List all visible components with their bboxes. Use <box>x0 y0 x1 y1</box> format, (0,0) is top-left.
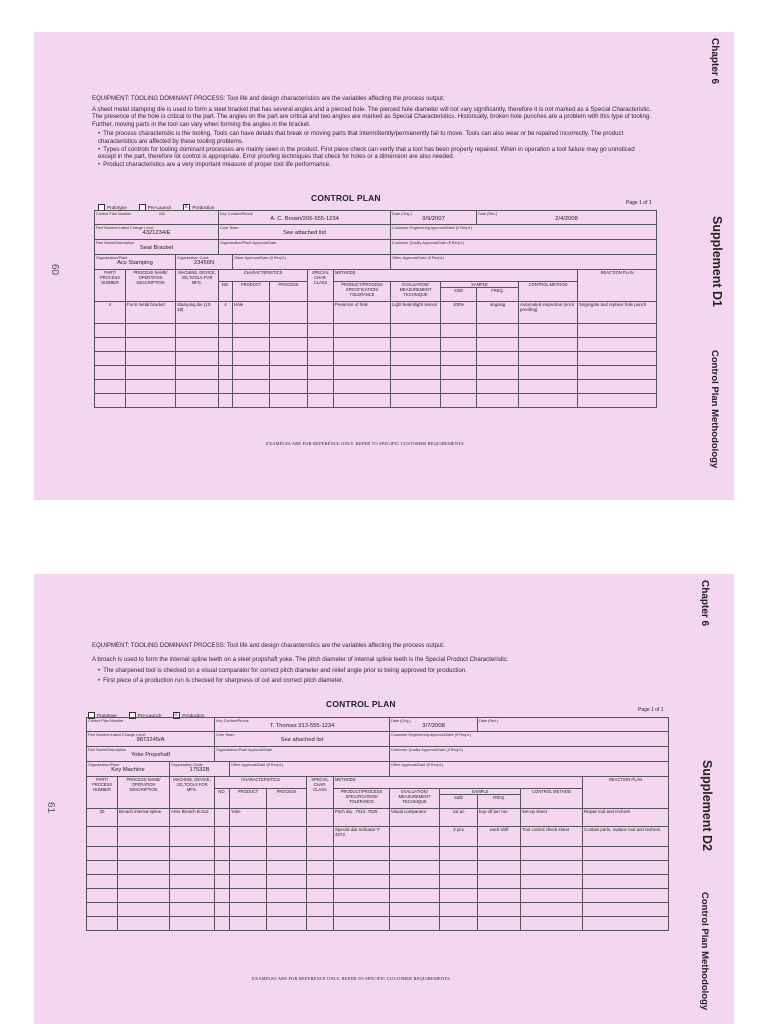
core-team: See attached list <box>280 737 324 744</box>
supplement-label: Supplement D1 <box>710 216 724 307</box>
col-methods: METHODS <box>334 270 578 282</box>
col-special-char: SPECIAL CHAR. CLASS <box>307 777 334 809</box>
col-process-name: PROCESS NAME/ OPERATION DESCRIPTION <box>126 270 176 302</box>
key-contact: A. C. Brown/206-555-1234 <box>270 216 339 223</box>
control-plan-number: 004 <box>158 212 166 216</box>
col-process: PROCESS <box>270 282 308 302</box>
header-row-1: Control Plan Number Key Contact/Phone T. Thomas 313-555-1234 Date (Orig.) 3/7/2008 Date (Rev.) <box>87 718 669 732</box>
col-special-char: SPECIAL CHAR. CLASS <box>308 270 334 302</box>
col-no: NO. <box>215 789 230 809</box>
org-plant: Key Machine <box>111 767 145 774</box>
page-number: 61 <box>45 802 56 814</box>
intro-paragraph: A sheet metal stamping die is used to form a steel bracket that has several angles and a pierced hole. The pierced hole diameter will not vary significantly, therefore it is not marked as a Special Characteristic. The presence of the hole is critical to the part. The angles on the part are critical and two angles are marked as Special Characteristics. Historically, broken hole punches are a problem with this type of tooling. Further, moving parts in the tool can vary when forming the angles in the bracket. <box>92 105 651 128</box>
part-number: 4321234/E <box>142 230 171 237</box>
chapter-label: Chapter 6 <box>709 38 720 85</box>
col-size: SIZE <box>441 288 477 302</box>
col-freq: FREQ. <box>478 795 521 809</box>
col-reaction-plan: REACTION PLAN <box>578 270 657 302</box>
table-row: 30 Broach internal spline Arter Broach B-312 Yoke Pitch dia. .7510 .7525 Visual comparator 1st pc buy-off per run Set-up sheet Repair tool and recheck <box>87 809 669 827</box>
col-methods: METHODS <box>334 777 583 789</box>
col-part-number: PART/ PROCESS NUMBER <box>95 270 126 302</box>
bullet-item: • The sharpened tool is checked on a visual comparator for correct pitch diameter and relief angle prior to being approved for production. <box>98 667 652 675</box>
control-plan-title: CONTROL PLAN <box>311 193 381 203</box>
header-row-1: Control Plan Number 004 Key Contact/Phone A. C. Brown/206-555-1234 Date (Orig.) 9/9/2007 Date (Rev.) 2/4/2008 <box>95 211 657 225</box>
date-orig: 9/9/2007 <box>422 216 445 223</box>
bullet-item: • The process characteristic is the tooling. Tools can have details that break or moving parts that intermittently/permanently fail to move. Tools can also wear or be repaired incorrectly. The product characteristics are affected by these tooling problems. <box>98 130 652 145</box>
bullet-list <box>92 130 652 168</box>
empty-row <box>95 366 657 380</box>
empty-row <box>87 903 669 917</box>
cust-eng-approval: Customer Engineering Approval/Date (If Req'd.) <box>391 733 472 737</box>
empty-row <box>87 889 669 903</box>
footnote: EXAMPLES ARE FOR REFERENCE ONLY. REFER TO SPECIFIC CUSTOMER REQUIREMENTS. <box>266 441 466 446</box>
header-row-4: Organization/Plant Key Machine Organization Code 17532B Other Approval/Date (If Req'd.) Other Approval/Date (If Req'd.) <box>87 762 669 777</box>
column-header-row-1 <box>87 777 669 789</box>
page-of: Page 1 of 1 <box>626 200 652 206</box>
cust-quality-approval: Customer Quality Approval/Date (If Req'd.) <box>392 241 464 245</box>
header-row-4: Organization/Plant Acs Stamping Organization Code 23456N Other Approval/Date (If Req'd.) Other Approval/Date (If Req'd.) <box>95 255 657 270</box>
production-checkbox[interactable]: X <box>173 712 180 719</box>
empty-row <box>87 847 669 861</box>
empty-row <box>95 338 657 352</box>
col-eval: EVALUATION/ MEASUREMENT TECHNIQUE <box>390 789 440 809</box>
col-spec: PRODUCT/PROCESS SPECIFICATION/ TOLERANCE <box>334 282 391 302</box>
col-machine: MACHINE, DEVICE, JIG,TOOLS FOR MFG. <box>170 777 215 809</box>
part-name: Seat Bracket <box>139 245 174 252</box>
col-process: PROCESS <box>267 789 307 809</box>
header-row-2: Part Number/Latest Change Level 4321234/E Core Team See attached list Customer Engineering Approval/Date (If Req'd.) <box>95 225 657 240</box>
table-row: 4 Form metal bracket Stamping die (13-19) 4 Hole Presence of hole Light beam/light sensor 100% ongoing Automated inspection (error proofing) Segregate and replace hole punch <box>95 302 657 324</box>
org-plant-approval: Organization/Plant Approval/Date <box>220 241 277 245</box>
empty-row <box>87 875 669 889</box>
empty-row <box>95 324 657 338</box>
bullet-item: • First piece of a production run is checked for sharpness of out and correct pitch diameter. <box>98 677 652 685</box>
part-name: Yoke Propshaft <box>130 752 171 759</box>
org-code: 23456N <box>193 260 215 267</box>
prelaunch-option[interactable]: Pre-Launch <box>139 204 172 211</box>
equipment-line: EQUIPMENT: TOOLING DOMINANT PROCESS: Tool life and design characteristics are the variables affecting the process output. <box>92 642 445 649</box>
col-reaction-plan: REACTION PLAN <box>583 777 669 809</box>
empty-row <box>95 394 657 408</box>
empty-row <box>87 861 669 875</box>
scanned-page-61 <box>34 574 734 1024</box>
intro-paragraph: A broach is used to form the internal spline teeth on a steel propshaft yoke. The pitch diameter of internal spline teeth is the Special Product Characteristic. <box>92 655 509 663</box>
other-approval: Other Approval/Date (If Req'd.) <box>231 763 284 767</box>
table-row: Special dial Indicator T-4273 2 pcs each shift Tool control check sheet Contain parts, replace tool and recheck <box>87 827 669 847</box>
col-product: PRODUCT <box>230 789 267 809</box>
col-eval: EVALUATION/ MEASUREMENT TECHNIQUE <box>391 282 441 302</box>
production-option[interactable]: X Production <box>184 204 215 210</box>
header-row-2: Part Number/Latest Change Level 9873245/A Core Team See attached list Customer Engineering Approval/Date (If Req'd.) <box>87 732 669 747</box>
prelaunch-option[interactable]: Pre-Launch <box>129 712 162 719</box>
key-contact: T. Thomas 313-555-1234 <box>269 723 335 730</box>
production-option[interactable]: X Production <box>174 712 205 718</box>
cust-quality-approval: Customer Quality Approval/Date (If Req'd.) <box>391 748 463 752</box>
header-row-3: Part Name/Description Yoke Propshaft Organization/Plant Approval/Date Customer Quality Approval/Date (If Req'd.) <box>87 747 669 762</box>
col-characteristics: CHARACTERISTICS <box>219 270 308 282</box>
org-code: 17532B <box>189 767 210 774</box>
col-size: SIZE <box>440 795 478 809</box>
date-orig: 3/7/2008 <box>422 723 445 730</box>
supplement-label: Supplement D2 <box>700 760 714 851</box>
other-approval-2: Other Approval/Date (If Req'd.) <box>392 256 445 260</box>
page-number: 60 <box>49 264 60 276</box>
intro-text <box>92 95 652 168</box>
col-part-number: PART/ PROCESS NUMBER <box>87 777 118 809</box>
methodology-label: Control Plan Methodology <box>709 350 720 469</box>
intro-text <box>92 642 652 684</box>
org-plant-approval: Organization/Plant Approval/Date <box>216 748 273 752</box>
other-approval-2: Other Approval/Date (If Req'd.) <box>391 763 444 767</box>
col-process-name: PROCESS NAME/ OPERATION DESCRIPTION <box>118 777 170 809</box>
scanned-page-60 <box>34 32 734 500</box>
col-sample: SAMPLE <box>440 789 521 795</box>
core-team: See attached list <box>283 230 326 237</box>
part-number: 9873245/A <box>136 737 165 744</box>
bullet-list <box>92 667 652 684</box>
column-header-row-1 <box>95 270 657 282</box>
bullet-item: • Types of controls for tooling dominant processes are mainly seen in the product. First piece check can verify that a tool has been properly repaired. When in operation a tool failure may go unnoticed except in the part, therefore lot control is appropriate. Error proofing techniques that check for holes or a dimension are also needed. <box>98 146 652 161</box>
chapter-label: Chapter 6 <box>699 580 710 627</box>
footnote: EXAMPLES ARE FOR REFERENCE ONLY. REFER TO SPECIFIC CUSTOMER REQUIREMENTS. <box>252 976 452 981</box>
control-plan-title: CONTROL PLAN <box>326 699 396 709</box>
org-plant: Acs Stamping <box>117 260 153 267</box>
col-control-method: CONTROL METHOD <box>519 282 578 302</box>
col-characteristics: CHARACTERISTICS <box>215 777 307 789</box>
col-freq: FREQ. <box>477 288 519 302</box>
empty-row <box>87 917 669 931</box>
methodology-label: Control Plan Methodology <box>699 892 710 1011</box>
col-spec: PRODUCT/PROCESS SPECIFICATION/ TOLERANCE <box>334 789 390 809</box>
empty-row <box>95 352 657 366</box>
col-control-method: CONTROL METHOD <box>521 789 583 809</box>
col-product: PRODUCT <box>233 282 270 302</box>
prototype-option[interactable]: Prototype <box>98 204 127 211</box>
control-plan-table <box>86 717 669 931</box>
equipment-line: EQUIPMENT: TOOLING DOMINANT PROCESS: Tool life and design characteristics are the variables affecting the process output. <box>92 95 445 102</box>
prototype-option[interactable]: Prototype <box>88 712 117 719</box>
col-machine: MACHINE, DEVICE, JIG,TOOLS FOR MFG. <box>176 270 219 302</box>
header-row-3: Part Name/Description Seat Bracket Organization/Plant Approval/Date Customer Quality Approval/Date (If Req'd.) <box>95 240 657 255</box>
date-rev: 2/4/2008 <box>555 216 578 223</box>
empty-row <box>95 380 657 394</box>
cust-eng-approval: Customer Engineering Approval/Date (If Req'd.) <box>392 226 473 230</box>
col-sample: SAMPLE <box>441 282 519 288</box>
bullet-item: • Product characteristics are a very important measure of proper tool life performance. <box>98 161 652 169</box>
col-no: NO. <box>219 282 233 302</box>
page-of: Page 1 of 1 <box>638 707 664 713</box>
other-approval: Other Approval/Date (If Req'd.) <box>234 256 287 260</box>
control-plan-table <box>94 210 657 408</box>
production-checkbox[interactable]: X <box>183 204 190 211</box>
